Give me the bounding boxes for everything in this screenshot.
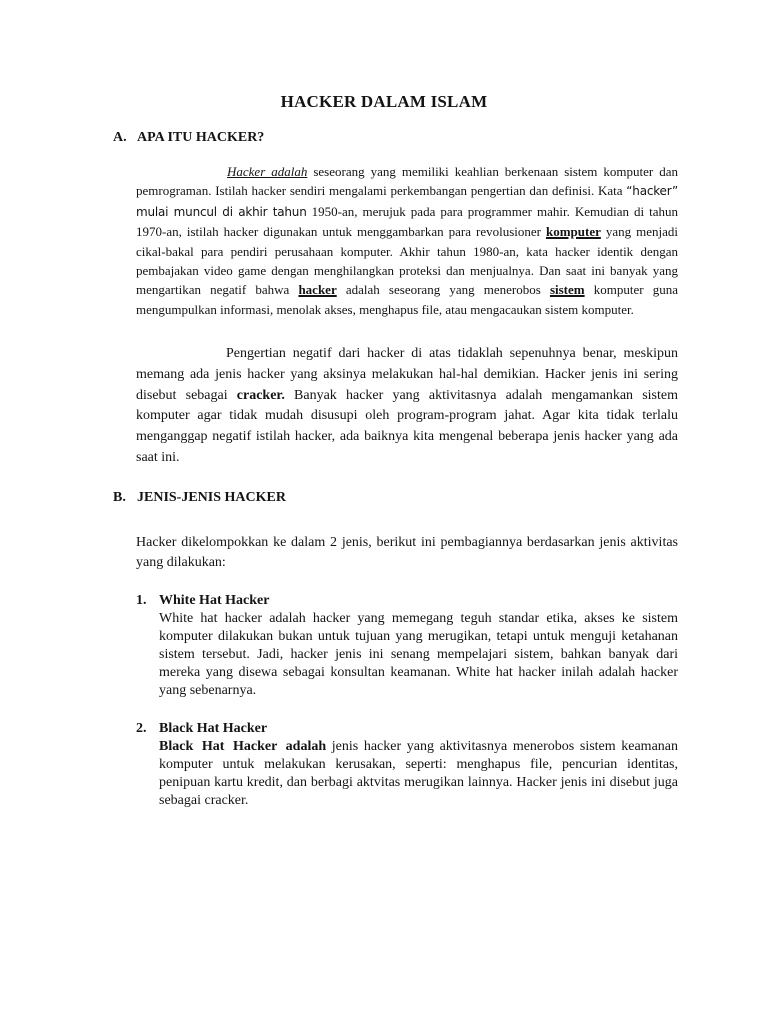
paragraph-text: seseorang yang memiliki keahlian berkenaan sistem komputer dan pemrograman. Istilah hacker sendiri mengalami perkembangan pengertian dan definisi. Kata (136, 164, 678, 199)
section-a-title: APA ITU HACKER? (137, 130, 265, 145)
hacker-link[interactable]: hacker (298, 282, 337, 298)
list-item-body: White hat hacker adalah hacker yang memegang teguh standar etika, akses ke sistem komputer dilakukan bukan untuk tujuan yang merugikan, tetapi untuk menguji ketahanan sistem tersebut. Jadi, hacker jenis ini senang mempelajari sistem, bahkan banyak dari mereka yang disewa sebagai konsultan keamanan. White hat hacker inilah adalah hacker yang sebenarnya. (159, 611, 678, 698)
section-b-heading (113, 490, 286, 506)
section-a-marker: A. (113, 130, 127, 145)
paragraph-text: jenis hacker yang aktivitasnya menerobos sistem keamanan komputer untuk melakukan kerusakan, seperti: menghapus file, pencurian identitas, penipuan kartu kredit, dan berbagi aktvitas merugikan lainnya. Hacker jenis ini disebut juga sebagai cracker. (159, 739, 679, 808)
list-item-title: Black Hat Hacker (159, 721, 268, 736)
paragraph-definition (136, 162, 678, 319)
paragraph-text: komputer guna mengumpulkan informasi, menolak akses, menghapus file, atau mengacaukan sistem komputer. (136, 282, 678, 317)
cracker-term: cracker. (236, 387, 285, 403)
list-item-body (159, 738, 678, 810)
handwritten-phrase: “hacker” mulai muncul di akhir tahun (136, 184, 678, 219)
section-a-heading (113, 130, 264, 146)
paragraph-text: Pengertian negatif dari hacker di atas tidaklah sepenuhnya benar, meskipun memang ada jenis hacker yang aksinya melakukan hal-hal demikian. Hacker jenis ini sering disebut sebagai (136, 346, 678, 403)
paragraph-text: Banyak hacker yang aktivitasnya adalah mengamankan sistem komputer agar tidak mudah disusupi oleh program-program jahat. Agar kita tidak terlalu menganggap negatif istilah hacker, ada baiknya kita mengenal beberapa jenis hacker yang ada saat ini. (136, 387, 678, 465)
list-item-number: 1. (136, 593, 147, 608)
paragraph-classification: Hacker dikelompokkan ke dalam 2 jenis, berikut ini pembagiannya berdasarkan jenis aktivitas yang dilakukan: (136, 535, 678, 570)
black-hat-term: Black Hat Hacker adalah (159, 739, 327, 754)
paragraph-negative-meaning (136, 344, 678, 469)
paragraph-text: yang menjadi cikal-bakal para pendiri perusahaan komputer. Akhir tahun 1980-an, kata hacker identik dengan pembajakan video game dengan menghilangkan proteksi dan menjualnya. Dan saat ini banyak yang mengartikan negatif bahwa (136, 224, 678, 298)
sistem-link[interactable]: sistem (549, 282, 585, 298)
hacker-adalah-link[interactable]: Hacker adalah (227, 164, 308, 179)
section-b-marker: B. (113, 490, 126, 505)
section-b-title: JENIS-JENIS HACKER (137, 490, 286, 505)
paragraph-text: 1950-an, merujuk pada para programmer mahir. Kemudian di tahun 1970-an, istilah hacker digunakan untuk menggambarkan para revolusioner (136, 203, 678, 240)
document-title: HACKER DALAM ISLAM (280, 92, 488, 111)
list-item-title: White Hat Hacker (159, 593, 270, 608)
komputer-link[interactable]: komputer (545, 224, 601, 240)
list-item-number: 2. (136, 721, 147, 736)
paragraph-text: adalah seseorang yang menerobos (336, 282, 550, 298)
